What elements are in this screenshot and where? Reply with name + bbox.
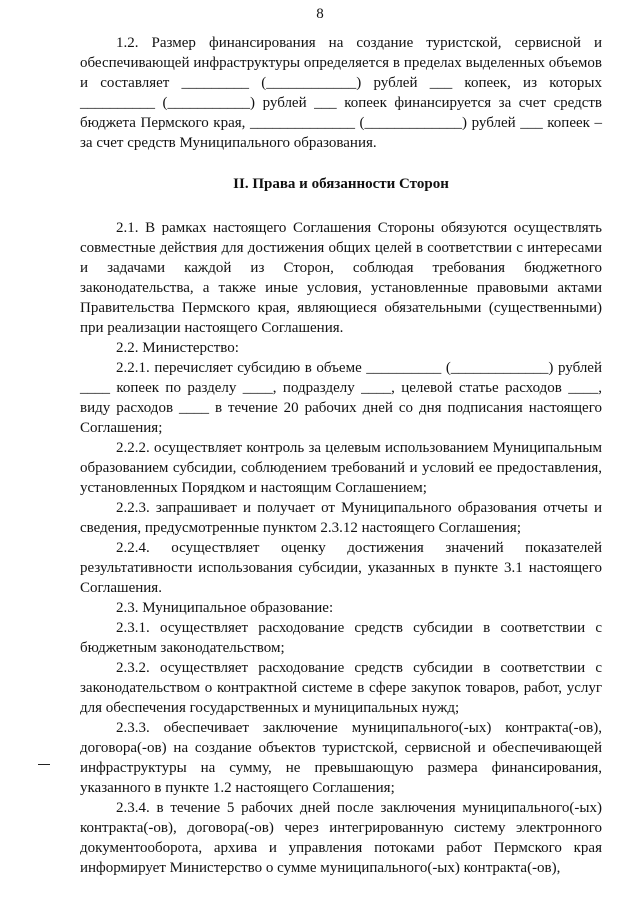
paragraph-2-3-2: 2.3.2. осуществляет расходование средств субсидии в соответствии с законодательством о контрактной системе в сфере закупок товаров, работ, услуг для обеспечения государственных и муниципальных нужд; [80, 660, 602, 716]
paragraph-2-3-1: 2.3.1. осуществляет расходование средств субсидии в соответствии с бюджетным законодательством; [80, 620, 602, 656]
paragraph-2-1: 2.1. В рамках настоящего Соглашения Стороны обязуются осуществлять совместные действия для достижения общих целей в соответствии с интересами и задачами каждой из Сторон, соблюдая требования бюджетного законодательства, а также иные условия, установленные правовыми актами Правительства Пермского края, являющиеся обязательными (существенными) при реализации настоящего Соглашения. [80, 220, 602, 336]
page-number: 8 [316, 6, 324, 22]
document-body [80, 33, 602, 878]
paragraph-2-3: 2.3. Муниципальное образование: [116, 600, 334, 616]
paragraph-1-2: 1.2. Размер финансирования на создание туристской, сервисной и обеспечивающей инфраструктуры определяется в пределах выделенных объемов и составляет _________ (____________) рублей ___ копеек, из которых __________ (___________) рублей ___ копеек финансируется за счет средств бюджета Пермского края, ______________ (_____________) рублей ___ копеек – за счет средств Муниципального образования. [80, 35, 602, 151]
paragraph-2-2: 2.2. Министерство: [116, 340, 239, 356]
paragraph-2-2-2: 2.2.2. осуществляет контроль за целевым использованием Муниципальным образованием субсидии, соблюдением требований и условий ее предоставления, установленных Порядком и настоящим Соглашением; [80, 440, 602, 496]
paragraph-2-2-1: 2.2.1. перечисляет субсидию в объеме __________ (_____________) рублей ____ копеек по разделу ____, подразделу ____, целевой статье расходов ____, виду расходов ____ в течение 20 рабочих дней со дня подписания настоящего Соглашения; [80, 360, 602, 436]
paragraph-2-2-4: 2.2.4. осуществляет оценку достижения значений показателей результативности использования субсидии, указанных в пункте 3.1 настоящего Соглашения. [80, 540, 602, 596]
margin-mark [38, 764, 50, 765]
paragraph-2-2-3: 2.2.3. запрашивает и получает от Муниципального образования отчеты и сведения, предусмотренные пунктом 2.3.12 настоящего Соглашения; [80, 500, 602, 536]
paragraph-2-3-3: 2.3.3. обеспечивает заключение муниципального(-ых) контракта(-ов), договора(-ов) на создание объектов туристской, сервисной и обеспечивающей инфраструктуры на сумму, не превышающую размера финансирования, указанного в пункте 1.2 настоящего Соглашения; [80, 720, 602, 796]
paragraph-2-3-4: 2.3.4. в течение 5 рабочих дней после заключения муниципального(-ых) контракта(-ов), договора(-ов) через интегрированную систему электронного документооборота, архива и управления потоками работ Пермского края информирует Министерство о сумме муниципального(-ых) контракта(-ов), [80, 800, 602, 876]
section-heading: II. Права и обязанности Сторон [233, 176, 449, 192]
